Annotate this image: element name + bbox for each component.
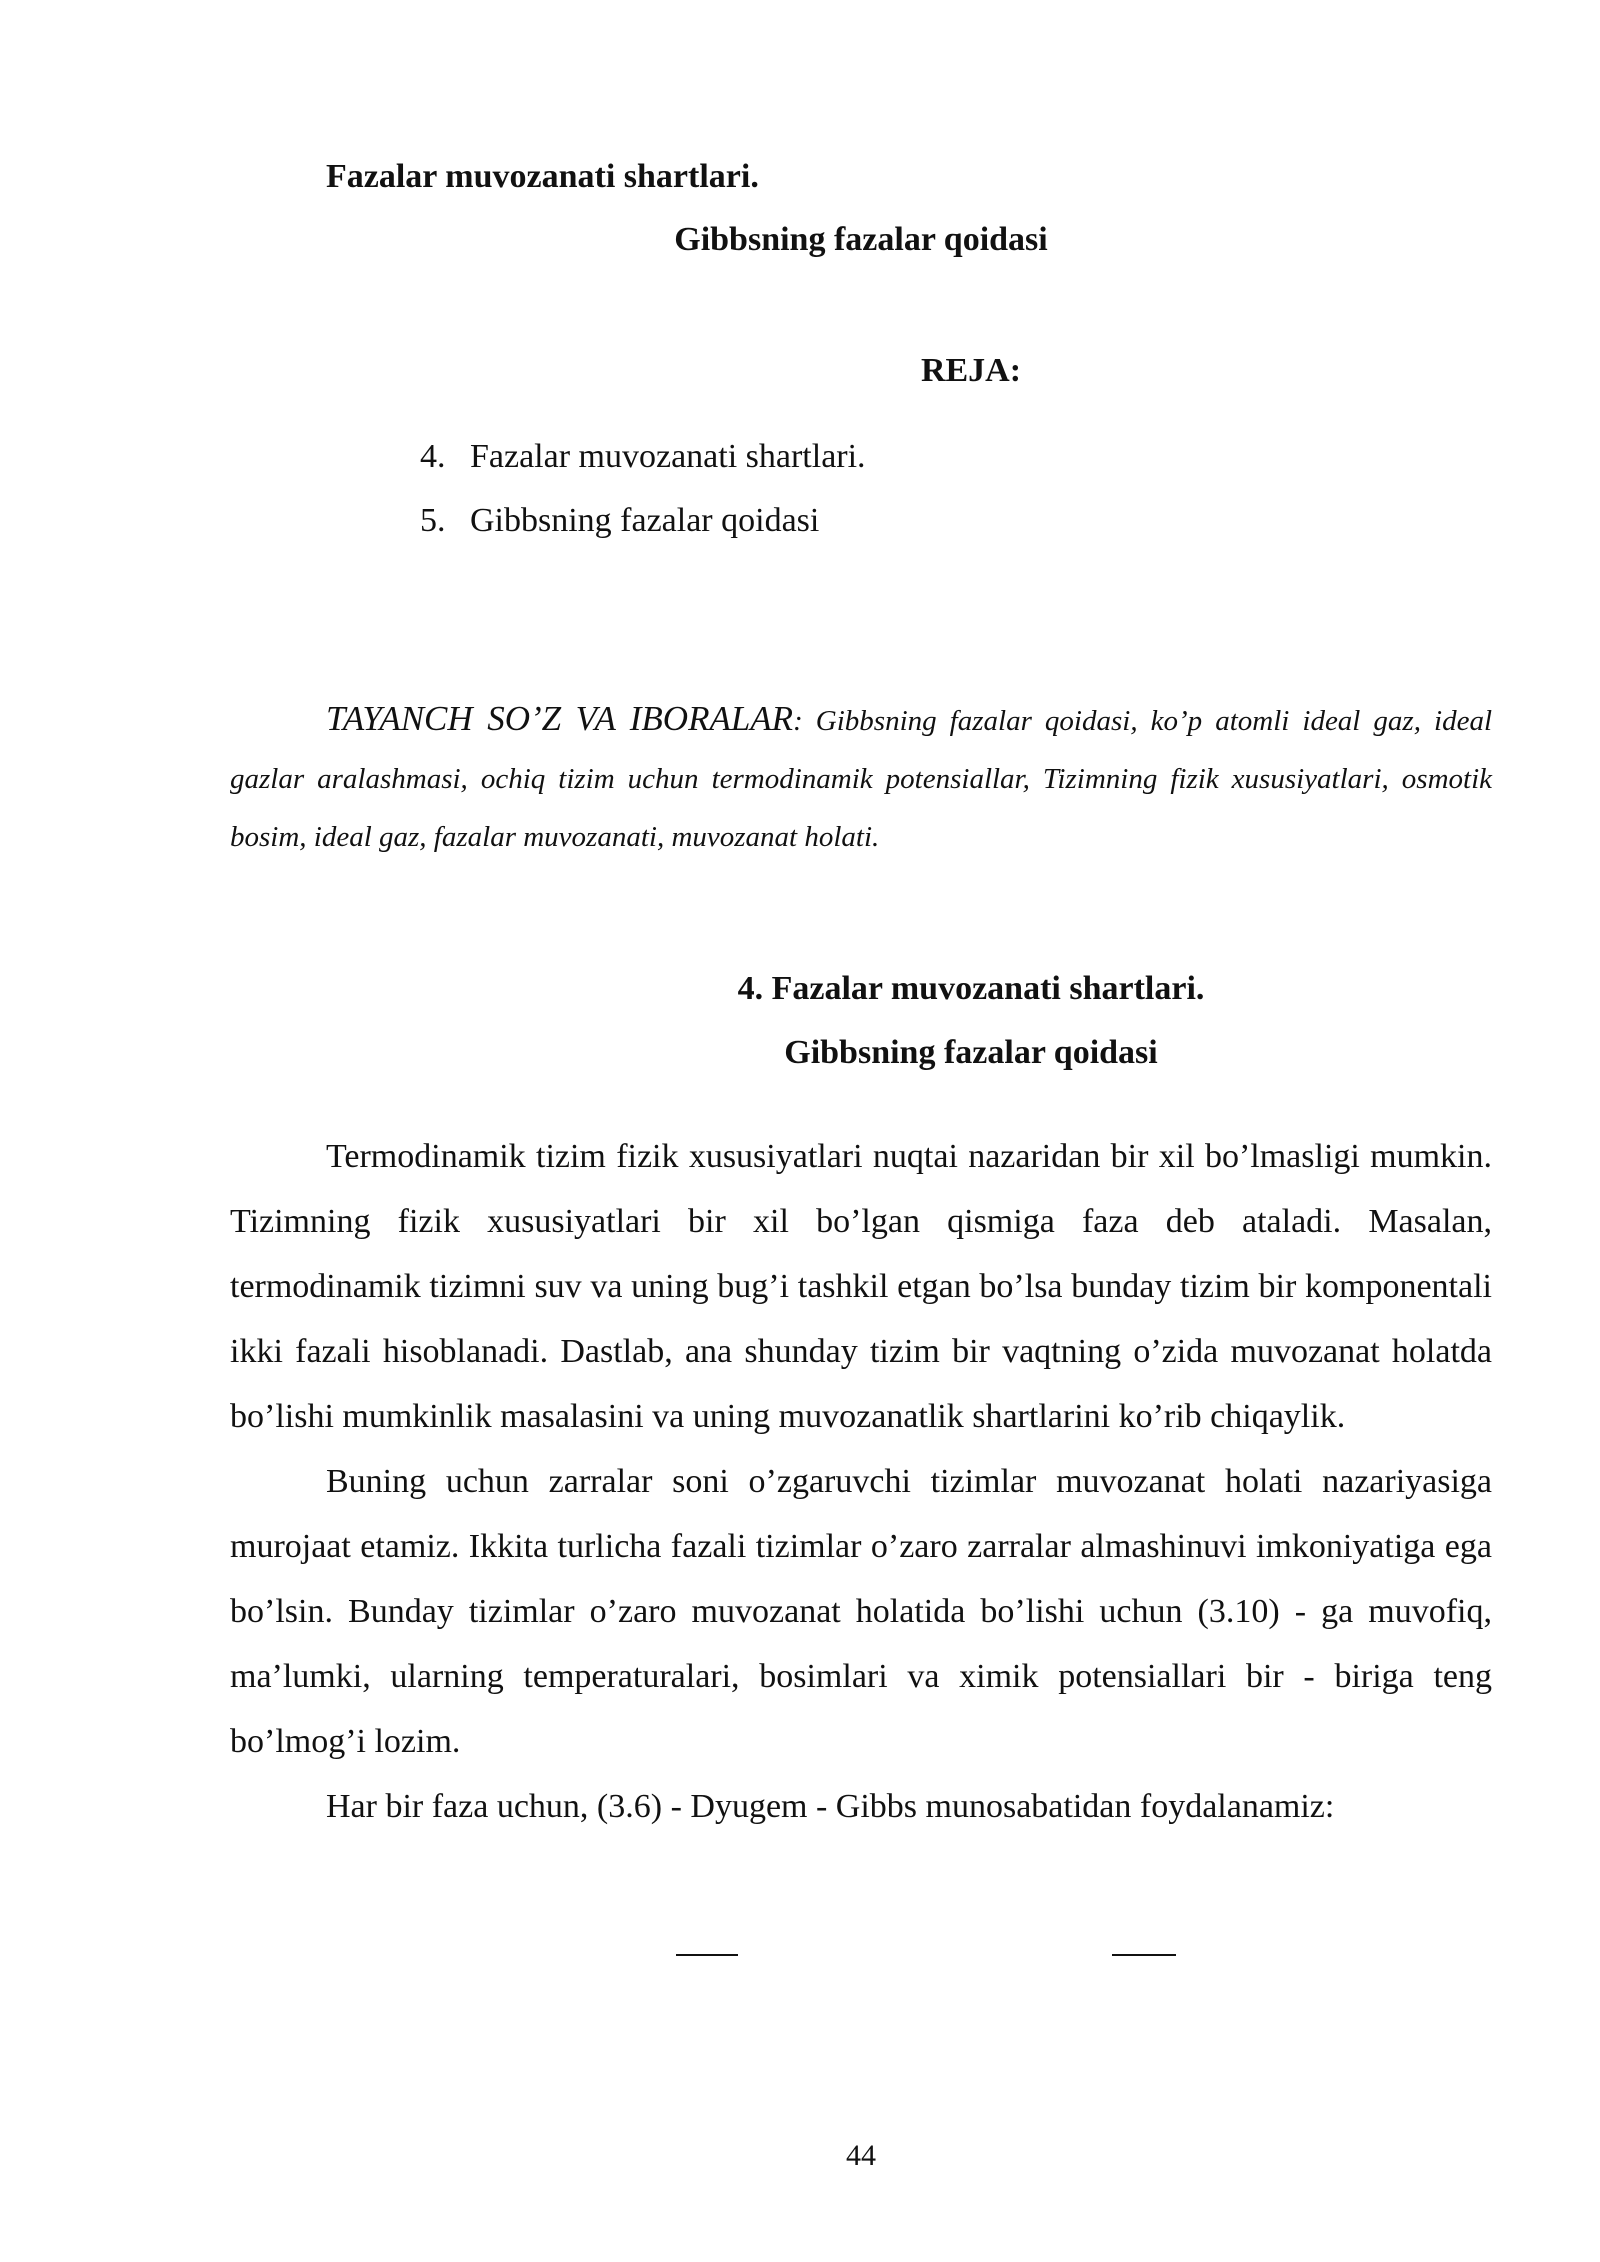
body-paragraph: Termodinamik tizim fizik xususiyatlari nuqtai nazaridan bir xil bo’lmasligi mumkin. Tizimning fizik xususiyatlari bir xil bo’lgan qismiga faza deb ataladi. Masalan, termodinamik tizimni suv va uning bug’i tashkil etgan bo’lsa bunday tizim bir komponentali ikki fazali hisoblanadi. Dastlab, ana shunday tizim bir vaqtning o’zida muvozanat holatda bo’lishi mumkinlik masalasini va uning muvozanatlik shartlarini ko’rib chiqaylik. <box>230 1138 1492 1435</box>
plan-item-text: Gibbsning fazalar qoidasi <box>470 502 820 539</box>
plan-item-text: Fazalar muvozanati shartlari. <box>470 438 866 475</box>
section-title-line2: Gibbsning fazalar qoidasi <box>784 1034 1158 1071</box>
formula-bar-left <box>676 1954 738 1956</box>
plan-item-number: 4. <box>420 438 446 475</box>
plan-title: REJA: <box>920 352 1022 389</box>
keywords-text: : Gibbsning fazalar qoidasi, ko’p atomli ideal gaz, ideal gazlar aralashmasi, ochiq tizim uchun termodinamik potensiallar, Tizimning fizik xususiyatlari, osmotik bosim, ideal gaz, fazalar muvozanati, muvozanat holati. <box>230 705 1492 853</box>
body-paragraph: Buning uchun zarralar soni o’zgaruvchi tizimlar muvozanat holati nazariyasiga murojaat etamiz. Ikkita turlicha fazali tizimlar o’zaro zarralar almashinuvi imkoniyatiga ega bo’lsin. Bunday tizimlar o’zaro muvozanat holatida bo’lishi uchun (3.10) - ga muvofiq, ma’lumki, ularning temperaturalari, bosimlari va ximik potensiallari bir - biriga teng bo’lmog’i lozim. <box>230 1463 1492 1760</box>
header-title-line2: Gibbsning fazalar qoidasi <box>674 221 1048 258</box>
plan-item <box>420 430 866 484</box>
plan-item-number: 5. <box>420 502 446 539</box>
formula-bar-right <box>1112 1954 1176 1956</box>
body-paragraph: Har bir faza uchun, (3.6) - Dyugem - Gibbs munosabatidan foydalanamiz: <box>326 1788 1335 1825</box>
section-title-line1: 4. Fazalar muvozanati shartlari. <box>737 970 1205 1007</box>
plan-item <box>420 494 819 548</box>
page-number: 44 <box>846 2139 876 2172</box>
keywords-paragraph <box>230 690 1492 866</box>
keywords-label: TAYANCH SO’Z VA IBORALAR <box>326 699 794 738</box>
body-text <box>230 1124 1492 1839</box>
header-title-line1: Fazalar muvozanati shartlari. <box>326 158 759 195</box>
